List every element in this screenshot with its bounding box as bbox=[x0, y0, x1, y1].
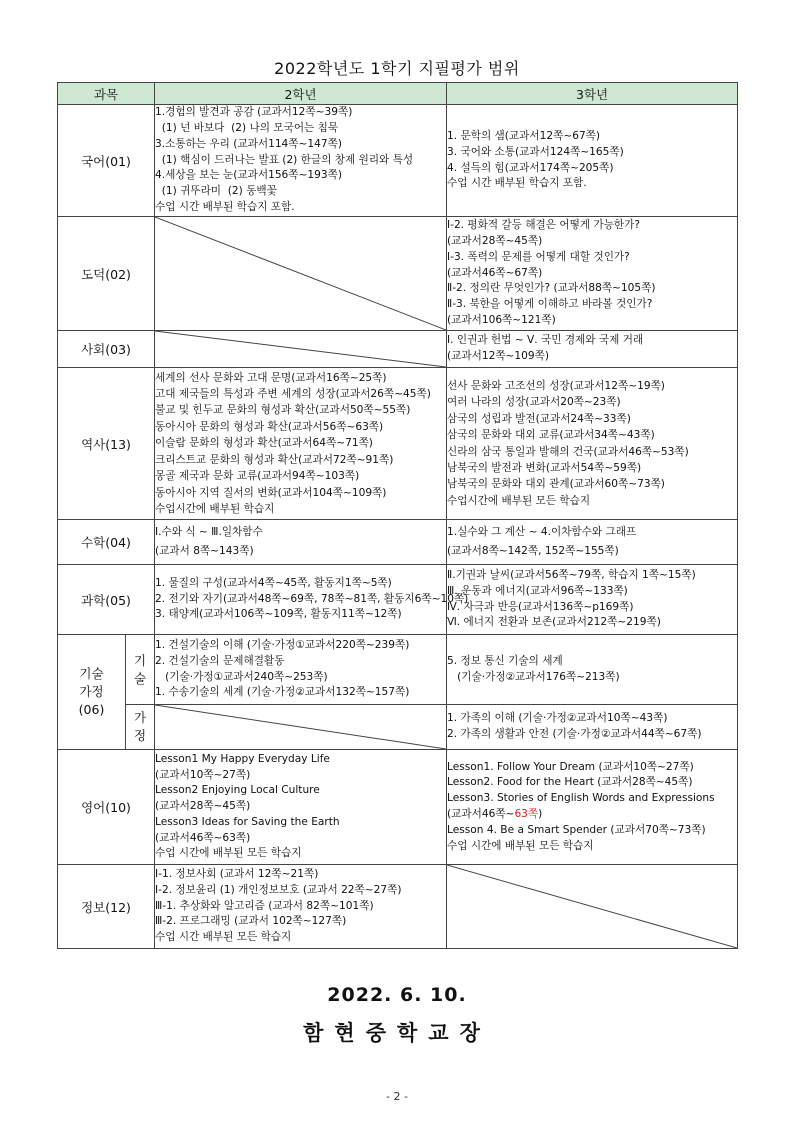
sub-tech: 기 술 bbox=[126, 635, 155, 705]
content-line: Ⅱ-3. 북한을 어떻게 이해하고 바라볼 것인가? bbox=[447, 298, 653, 311]
content-line: 4. 설득의 힘(교과서174쪽~205쪽) bbox=[447, 161, 614, 174]
subject-techhome: 기술 가정 (06) bbox=[58, 635, 126, 750]
sub-home: 가 정 bbox=[126, 705, 155, 750]
content-line: Lesson 4. Be a Smart Spender (교과서70쪽~73쪽) bbox=[447, 823, 706, 836]
principal-signature: 함현중학교장 bbox=[303, 1021, 491, 1045]
content-line: 수업 시간에 배부된 모든 학습지 bbox=[155, 847, 302, 860]
content-line: Ⅵ. 에너지 전환과 보존(교과서212쪽~219쪽) bbox=[447, 616, 661, 629]
content-line: 동아시아 지역 질서의 변화(교과서104쪽~109쪽) bbox=[155, 486, 387, 499]
content-line: 2. 건설기술의 문제해결활동 bbox=[155, 654, 285, 667]
content-line: 삼국의 문화와 대외 교류(교과서34쪽~43쪽) bbox=[447, 429, 655, 442]
math-grade3 bbox=[447, 520, 738, 565]
diagonal-slash bbox=[155, 705, 446, 749]
content-line: 1.실수와 그 계산 ~ 4.이차함수와 그래프 bbox=[447, 526, 637, 538]
row-social bbox=[58, 331, 738, 368]
header-subject: 과목 bbox=[58, 83, 155, 105]
content-line: 4.세상을 보는 눈(교과서156쪽~193쪽) bbox=[155, 169, 342, 182]
content-line: 1. 수송기술의 세계 (기술·가정②교과서132쪽~157쪽) bbox=[155, 686, 410, 699]
page-number: - 2 - bbox=[386, 1090, 408, 1103]
content-line: 불교 및 힌두교 문화의 형성과 확산(교과서50쪽~55쪽) bbox=[155, 404, 411, 417]
subject-history: 역사(13) bbox=[58, 368, 155, 520]
content-line: (교과서8쪽~142쪽, 152쪽~155쪽) bbox=[447, 545, 619, 557]
content-line: 수업 시간 배부된 학습지 포함. bbox=[155, 200, 295, 213]
row-history bbox=[58, 368, 738, 520]
content-line: 남북국의 발전과 변화(교과서54쪽~59쪽) bbox=[447, 461, 642, 474]
content-line: 3. 국어와 소통(교과서124쪽~165쪽) bbox=[447, 145, 624, 158]
content-line: Ⅰ.수와 식 ~ Ⅲ.일차함수 bbox=[155, 526, 263, 538]
ethics-grade2-empty bbox=[155, 217, 447, 331]
content-line: 크리스트교 문화의 형성과 확산(교과서72쪽~91쪽) bbox=[155, 453, 394, 466]
content-line: (교과서10쪽~27쪽) bbox=[155, 768, 251, 781]
content-line: 삼국의 성립과 발전(교과서24쪽~33쪽) bbox=[447, 412, 631, 425]
content-line: Lesson2 Enjoying Local Culture bbox=[155, 784, 320, 797]
content-line: (교과서46쪽~63쪽) bbox=[155, 831, 251, 844]
content-line: (교과서28쪽~45쪽) bbox=[447, 235, 543, 247]
content-line: 5. 정보 통신 기술의 세계 bbox=[447, 654, 563, 667]
content-line: (기술·가정①교과서240쪽~253쪽) bbox=[155, 670, 328, 683]
row-tech bbox=[58, 635, 738, 705]
content-line: 2. 가족의 생활과 안전 (기술·가정②교과서44쪽~67쪽) bbox=[447, 728, 702, 740]
tech-grade2 bbox=[155, 635, 447, 705]
subject-english: 영어(10) bbox=[58, 750, 155, 865]
subject-info: 정보(12) bbox=[58, 865, 155, 949]
diagonal-slash bbox=[155, 331, 446, 367]
subject-social: 사회(03) bbox=[58, 331, 155, 368]
content-line: 3. 태양계(교과서106쪽~109쪽, 활동지11쪽~12쪽) bbox=[155, 608, 402, 621]
english-g3-tail bbox=[447, 823, 737, 855]
math-grade2 bbox=[155, 520, 447, 565]
content-line: 동아시아 문화의 형성과 확산(교과서56쪽~63쪽) bbox=[155, 420, 384, 433]
row-ethics bbox=[58, 217, 738, 331]
tech-grade3 bbox=[447, 635, 738, 705]
english-g3-range bbox=[447, 807, 737, 823]
content-line: 이슬람 문화의 형성과 확산(교과서64쪽~71쪽) bbox=[155, 437, 373, 450]
content-line: 몽골 제국과 문화 교류(교과서94쪽~103쪽) bbox=[155, 470, 360, 483]
content-line: 1.경험의 발견과 공감 (교과서12쪽~39쪽) bbox=[155, 106, 353, 119]
content-line: Ⅱ-2. 정의란 무엇인가? (교과서88쪽~105쪽) bbox=[447, 282, 656, 295]
content-line: 고대 제국들의 특성과 주변 세계의 성장(교과서26쪽~45쪽) bbox=[155, 388, 431, 401]
home-grade3 bbox=[447, 705, 738, 750]
subject-korean: 국어(01) bbox=[58, 105, 155, 217]
content-line: (기술·가정②교과서176쪽~213쪽) bbox=[447, 670, 620, 683]
content-line: 수업 시간 배부된 학습지 포함. bbox=[447, 177, 587, 190]
ethics-grade3 bbox=[447, 217, 738, 331]
science-grade3 bbox=[447, 565, 738, 635]
content-line: 선사 문화와 고조선의 성장(교과서12쪽~19쪽) bbox=[447, 379, 665, 392]
diagonal-slash bbox=[447, 865, 737, 948]
content-line: Ⅰ-1. 정보사회 (교과서 12쪽~21쪽) bbox=[155, 868, 319, 880]
row-english bbox=[58, 750, 738, 865]
content-line: 1. 물질의 구성(교과서4쪽~45쪽, 활동지1쪽~5쪽) bbox=[155, 576, 392, 589]
header-grade2: 2학년 bbox=[155, 83, 447, 105]
info-grade2 bbox=[155, 865, 447, 949]
issue-date: 2022. 6. 10. bbox=[327, 984, 467, 1006]
content-line: 수업시간에 배부된 모든 학습지 bbox=[447, 494, 591, 507]
social-grade2-empty bbox=[155, 331, 447, 368]
exam-range-table bbox=[57, 82, 738, 949]
header-grade3: 3학년 bbox=[447, 83, 738, 105]
header-row bbox=[58, 83, 738, 105]
content-line: (1) 넌 바보다 (2) 나의 모국어는 침묵 bbox=[155, 122, 339, 134]
content-line: Ⅲ. 운동과 에너지(교과서96쪽~133쪽) bbox=[447, 584, 628, 597]
subject-science: 과학(05) bbox=[58, 565, 155, 635]
subject-ethics: 도덕(02) bbox=[58, 217, 155, 331]
korean-grade3 bbox=[447, 105, 738, 217]
content-line: 남북국의 문화와 대외 관계(교과서60쪽~73쪽) bbox=[447, 478, 665, 491]
english-g3-red: 63쪽 bbox=[514, 808, 539, 820]
content-line: Lesson2. Food for the Heart (교과서28쪽~45쪽) bbox=[447, 776, 693, 789]
row-info bbox=[58, 865, 738, 949]
content-line: (교과서106쪽~121쪽) bbox=[447, 313, 556, 326]
row-korean bbox=[58, 105, 738, 217]
content-line: Ⅳ. 자극과 반응(교과서136쪽~p169쪽) bbox=[447, 600, 634, 613]
content-line: (교과서46쪽~67쪽) bbox=[447, 266, 543, 279]
content-line: (교과서 8쪽~143쪽) bbox=[155, 545, 254, 557]
content-line: (교과서28쪽~45쪽) bbox=[155, 800, 251, 813]
english-g3-lines bbox=[447, 760, 737, 807]
content-line: (교과서12쪽~109쪽) bbox=[447, 350, 550, 362]
content-line: 1. 건설기술의 이해 (기술·가정①교과서220쪽~239쪽) bbox=[155, 638, 410, 651]
content-line: Lesson3 Ideas for Saving the Earth bbox=[155, 815, 340, 828]
document-title: 2022학년도 1학기 지필평가 범위 bbox=[274, 59, 520, 78]
content-line: 3.소통하는 우리 (교과서114쪽~147쪽) bbox=[155, 137, 342, 150]
content-line: Ⅲ-2. 프로그래밍 (교과서 102쪽~127쪽) bbox=[155, 915, 347, 928]
diagonal-slash bbox=[155, 217, 446, 330]
content-line: 세계의 선사 문화와 고대 문명(교과서16쪽~25쪽) bbox=[155, 371, 387, 384]
content-line: Lesson1. Follow Your Dream (교과서10쪽~27쪽) bbox=[447, 760, 694, 773]
content-line: 1. 가족의 이해 (기술·가정②교과서10쪽~43쪽) bbox=[447, 712, 668, 725]
social-grade3 bbox=[447, 331, 738, 368]
home-grade2-empty bbox=[155, 705, 447, 750]
korean-grade2 bbox=[155, 105, 447, 217]
row-home bbox=[58, 705, 738, 750]
content-line: Ⅰ. 인권과 헌법 ~ Ⅴ. 국민 경제와 국제 거래 bbox=[447, 334, 644, 347]
science-grade2 bbox=[155, 565, 469, 635]
content-line: 수업시간에 배부된 학습지 bbox=[155, 502, 275, 515]
english-grade2 bbox=[155, 750, 447, 865]
content-line: 여러 나라의 성장(교과서20쪽~23쪽) bbox=[447, 396, 621, 409]
content-line: 1. 문학의 샘(교과서12쪽~67쪽) bbox=[447, 129, 601, 142]
content-line: 수업 시간에 배부된 모든 학습지 bbox=[447, 839, 594, 852]
content-line: Ⅱ.기권과 날씨(교과서56쪽~79쪽, 학습지 1쪽~15쪽) bbox=[447, 568, 696, 581]
content-line: Ⅰ-2. 정보윤리 (1) 개인정보보호 (교과서 22쪽~27쪽) bbox=[155, 883, 402, 896]
subject-math: 수학(04) bbox=[58, 520, 155, 565]
info-grade3-empty bbox=[447, 865, 738, 949]
history-grade2 bbox=[155, 368, 447, 520]
row-science bbox=[58, 565, 738, 635]
content-line: 수업 시간 배부된 모든 학습지 bbox=[155, 931, 292, 944]
content-line: (1) 귀뚜라미 (2) 동백꽃 bbox=[155, 185, 277, 198]
content-line: Lesson1 My Happy Everyday Life bbox=[155, 752, 330, 765]
content-line: Lesson3. Stories of English Words and Expressions bbox=[447, 792, 715, 805]
content-line: 2. 전기와 자기(교과서48쪽~69쪽, 78쪽~81쪽, 활동지6쪽~10쪽) bbox=[155, 592, 469, 605]
content-line: Ⅰ-2. 평화적 갈등 해결은 어떻게 가능한가? bbox=[447, 219, 641, 232]
history-grade3 bbox=[447, 368, 738, 520]
content-line: 신라의 삼국 통일과 발해의 건국(교과서46쪽~53쪽) bbox=[447, 445, 689, 458]
english-g3-suffix: ) bbox=[538, 808, 543, 820]
content-line: Ⅲ-1. 추상화와 알고리즘 (교과서 82쪽~101쪽) bbox=[155, 899, 374, 912]
content-line: (1) 핵심이 드러나는 발표 (2) 한글의 창제 원리와 특성 bbox=[155, 153, 414, 166]
content-line: Ⅰ-3. 폭력의 문제를 어떻게 대할 것인가? bbox=[447, 250, 630, 263]
english-grade3 bbox=[447, 750, 738, 865]
row-math bbox=[58, 520, 738, 565]
english-g3-prefix: (교과서46쪽~ bbox=[447, 808, 515, 820]
